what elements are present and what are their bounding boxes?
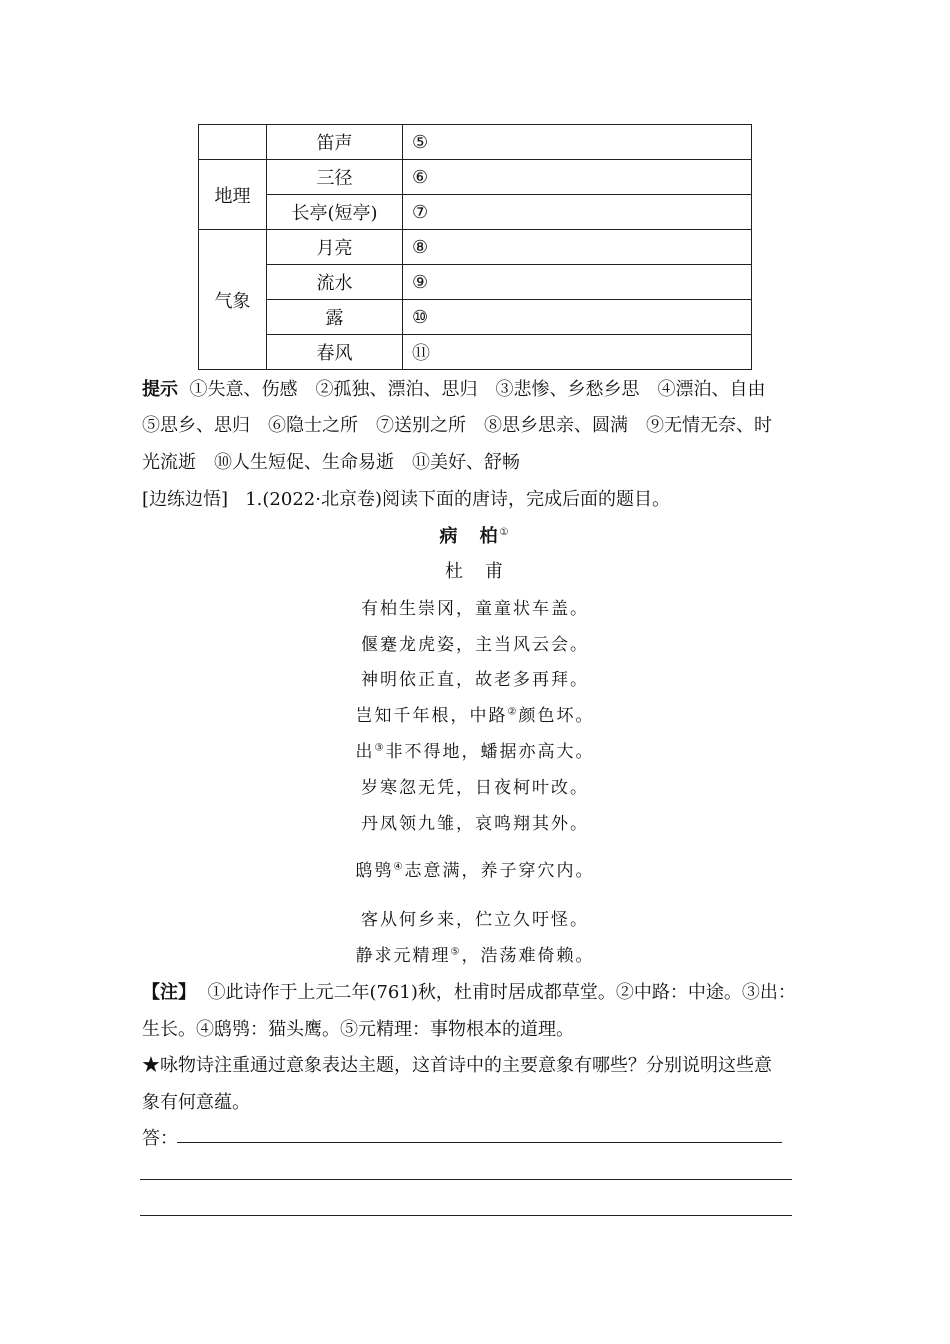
category-cell: 气象 (199, 230, 267, 370)
hint-text: ①失意、伤感 ②孤独、漂泊、思归 ③悲惨、乡愁乡思 ④漂泊、自由 (189, 379, 766, 400)
table-row (199, 125, 752, 160)
exercise-heading (142, 485, 670, 511)
table-row (199, 195, 752, 230)
answer-blank-1[interactable] (177, 1142, 782, 1143)
image-cell: 长亭(短亭) (267, 195, 403, 230)
image-cell: 露 (267, 300, 403, 335)
poem-line: 偃蹇龙虎姿，主当风云会。 (361, 635, 589, 655)
poem-line: 静求元精理⑤，浩荡难倚赖。 (355, 946, 595, 966)
meaning-cell: ⑨ (403, 265, 752, 300)
answer-label: 答： (142, 1128, 178, 1149)
hint-line-3: 光流逝 ⑩人生短促、生命易逝 ⑪美好、舒畅 (142, 452, 520, 473)
footnote-marker: ② (507, 706, 519, 718)
exercise-prompt: 1.(2022·北京卷)阅读下面的唐诗，完成后面的题目。 (245, 489, 670, 510)
footnote-marker: ④ (393, 861, 405, 873)
answer-blank-2[interactable] (140, 1179, 792, 1180)
poem-line: 鸱鸮④志意满，养子穿穴内。 (355, 861, 595, 881)
poem-title: 病 柏① (439, 526, 511, 547)
image-cell: 流水 (267, 265, 403, 300)
notes-line-2: 生长。④鸱鸮：猫头鹰。⑤元精理：事物根本的道理。 (142, 1019, 574, 1040)
notes-label: 【注】 (142, 982, 196, 1003)
meaning-cell: ⑧ (403, 230, 752, 265)
imagery-table (198, 124, 752, 370)
poem-line: 岂知千年根，中路②颜色坏。 (355, 706, 595, 726)
poem-line: 神明依正直，故老多再拜。 (361, 670, 589, 690)
poem-author: 杜 甫 (445, 561, 505, 582)
poem-line: 有柏生崇冈，童童状车盖。 (361, 599, 589, 619)
table-row (199, 230, 752, 265)
category-cell (199, 125, 267, 160)
poem-line: 丹凤领九雏，哀鸣翔其外。 (361, 814, 589, 834)
poem-line: 客从何乡来，伫立久吁怪。 (361, 910, 589, 930)
category-cell: 地理 (199, 160, 267, 230)
meaning-cell: ⑥ (403, 160, 752, 195)
table-row (199, 300, 752, 335)
question-line-1: ★咏物诗注重通过意象表达主题，这首诗中的主要意象有哪些？分别说明这些意 (142, 1055, 772, 1076)
notes-line-1: 【注】 ①此诗作于上元二年(761)秋，杜甫时居成都草堂。②中路：中途。③出： (142, 982, 796, 1003)
hint-line-1 (142, 375, 765, 401)
table-row (199, 265, 752, 300)
footnote-marker: ⑤ (450, 946, 462, 958)
footnote-marker: ③ (374, 742, 386, 754)
image-cell: 月亮 (267, 230, 403, 265)
poem-line: 岁寒忽无凭，日夜柯叶改。 (361, 778, 589, 798)
image-cell: 笛声 (267, 125, 403, 160)
hint-line-2: ⑤思乡、思归 ⑥隐士之所 ⑦送别之所 ⑧思乡思亲、圆满 ⑨无情无奈、时 (142, 415, 772, 436)
exercise-label: [边练边悟] (142, 489, 229, 510)
meaning-cell: ⑤ (403, 125, 752, 160)
meaning-cell: ⑦ (403, 195, 752, 230)
image-cell: 三径 (267, 160, 403, 195)
footnote-marker: ① (499, 527, 511, 538)
image-cell: 春风 (267, 335, 403, 370)
hint-label: 提示 (142, 379, 178, 400)
question-line-2: 象有何意蕴。 (142, 1092, 250, 1113)
answer-blank-3[interactable] (140, 1215, 792, 1216)
meaning-cell: ⑩ (403, 300, 752, 335)
table-row (199, 160, 752, 195)
poem-line: 出③非不得地，蟠据亦高大。 (355, 742, 595, 762)
table-row (199, 335, 752, 370)
meaning-cell: ⑪ (403, 335, 752, 370)
